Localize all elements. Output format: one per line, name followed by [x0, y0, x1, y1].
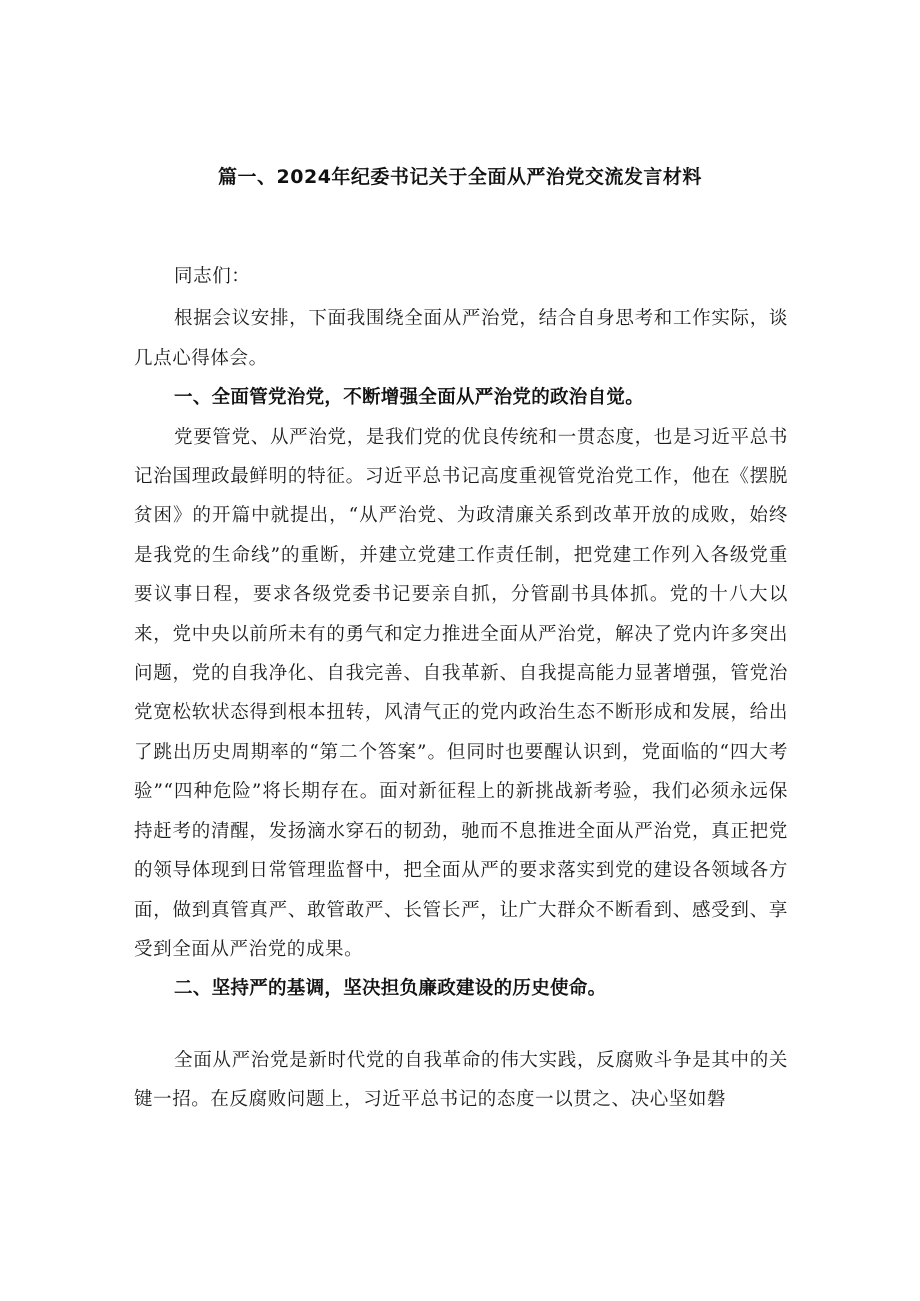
document-body [134, 257, 788, 1120]
intro-paragraph: 根据会议安排，下面我围绕全面从严治党，结合自身思考和工作实际，谈几点心得体会。 [134, 308, 788, 369]
document-title: 篇一、2024年纪委书记关于全面从严治党交流发言材料 [218, 166, 702, 188]
section-heading-1: 一、全面管党治党，不断增强全面从严治党的政治自觉。 [174, 387, 645, 409]
section-heading-2: 二、坚持严的基调，坚决担负廉政建设的历史使命。 [174, 978, 607, 1000]
greeting: 同志们： [174, 266, 251, 287]
section-body-1: 党要管党、从严治党，是我们党的优良传统和一贯态度，也是习近平总书记治国理政最鲜明的特征。习近平总书记高度重视管党治党工作，他在《摆脱贫困》的开篇中就提出，“从严治党、为政清廉关系到改革开放的成败，始终是我党的生命线”的重断，并建立党建工作责任制，把党建工作列入各级党重要议事日程，要求各级党委书记要亲自抓，分管副书具体抓。党的十八大以来，党中央以前所未有的勇气和定力推进全面从严治党，解决了党内许多突出问题，党的自我净化、自我完善、自我革新、自我提高能力显著增强，管党治党宽松软状态得到根本扭转，风清气正的党内政治生态不断形成和发展，给出了跳出历史周期率的“第二个答案”。但同时也要醒认识到，党面临的“四大考验”“四种危险”将长期存在。面对新征程上的新挑战新考验，我们必须永远保持赶考的清醒，发扬滴水穿石的韧劲，驰而不息推进全面从严治党，真正把党的领导体现到日常管理监督中，把全面从严的要求落实到党的建设各领域各方面，做到真管真严、敢管敢严、长管长严，让广大群众不断看到、感受到、享受到全面从严治党的成果。 [134, 426, 788, 960]
section-body-2: 全面从严治党是新时代党的自我革命的伟大实践，反腐败斗争是其中的关键一招。在反腐败问题上，习近平总书记的态度一以贯之、决心坚如磐 [134, 1049, 788, 1111]
